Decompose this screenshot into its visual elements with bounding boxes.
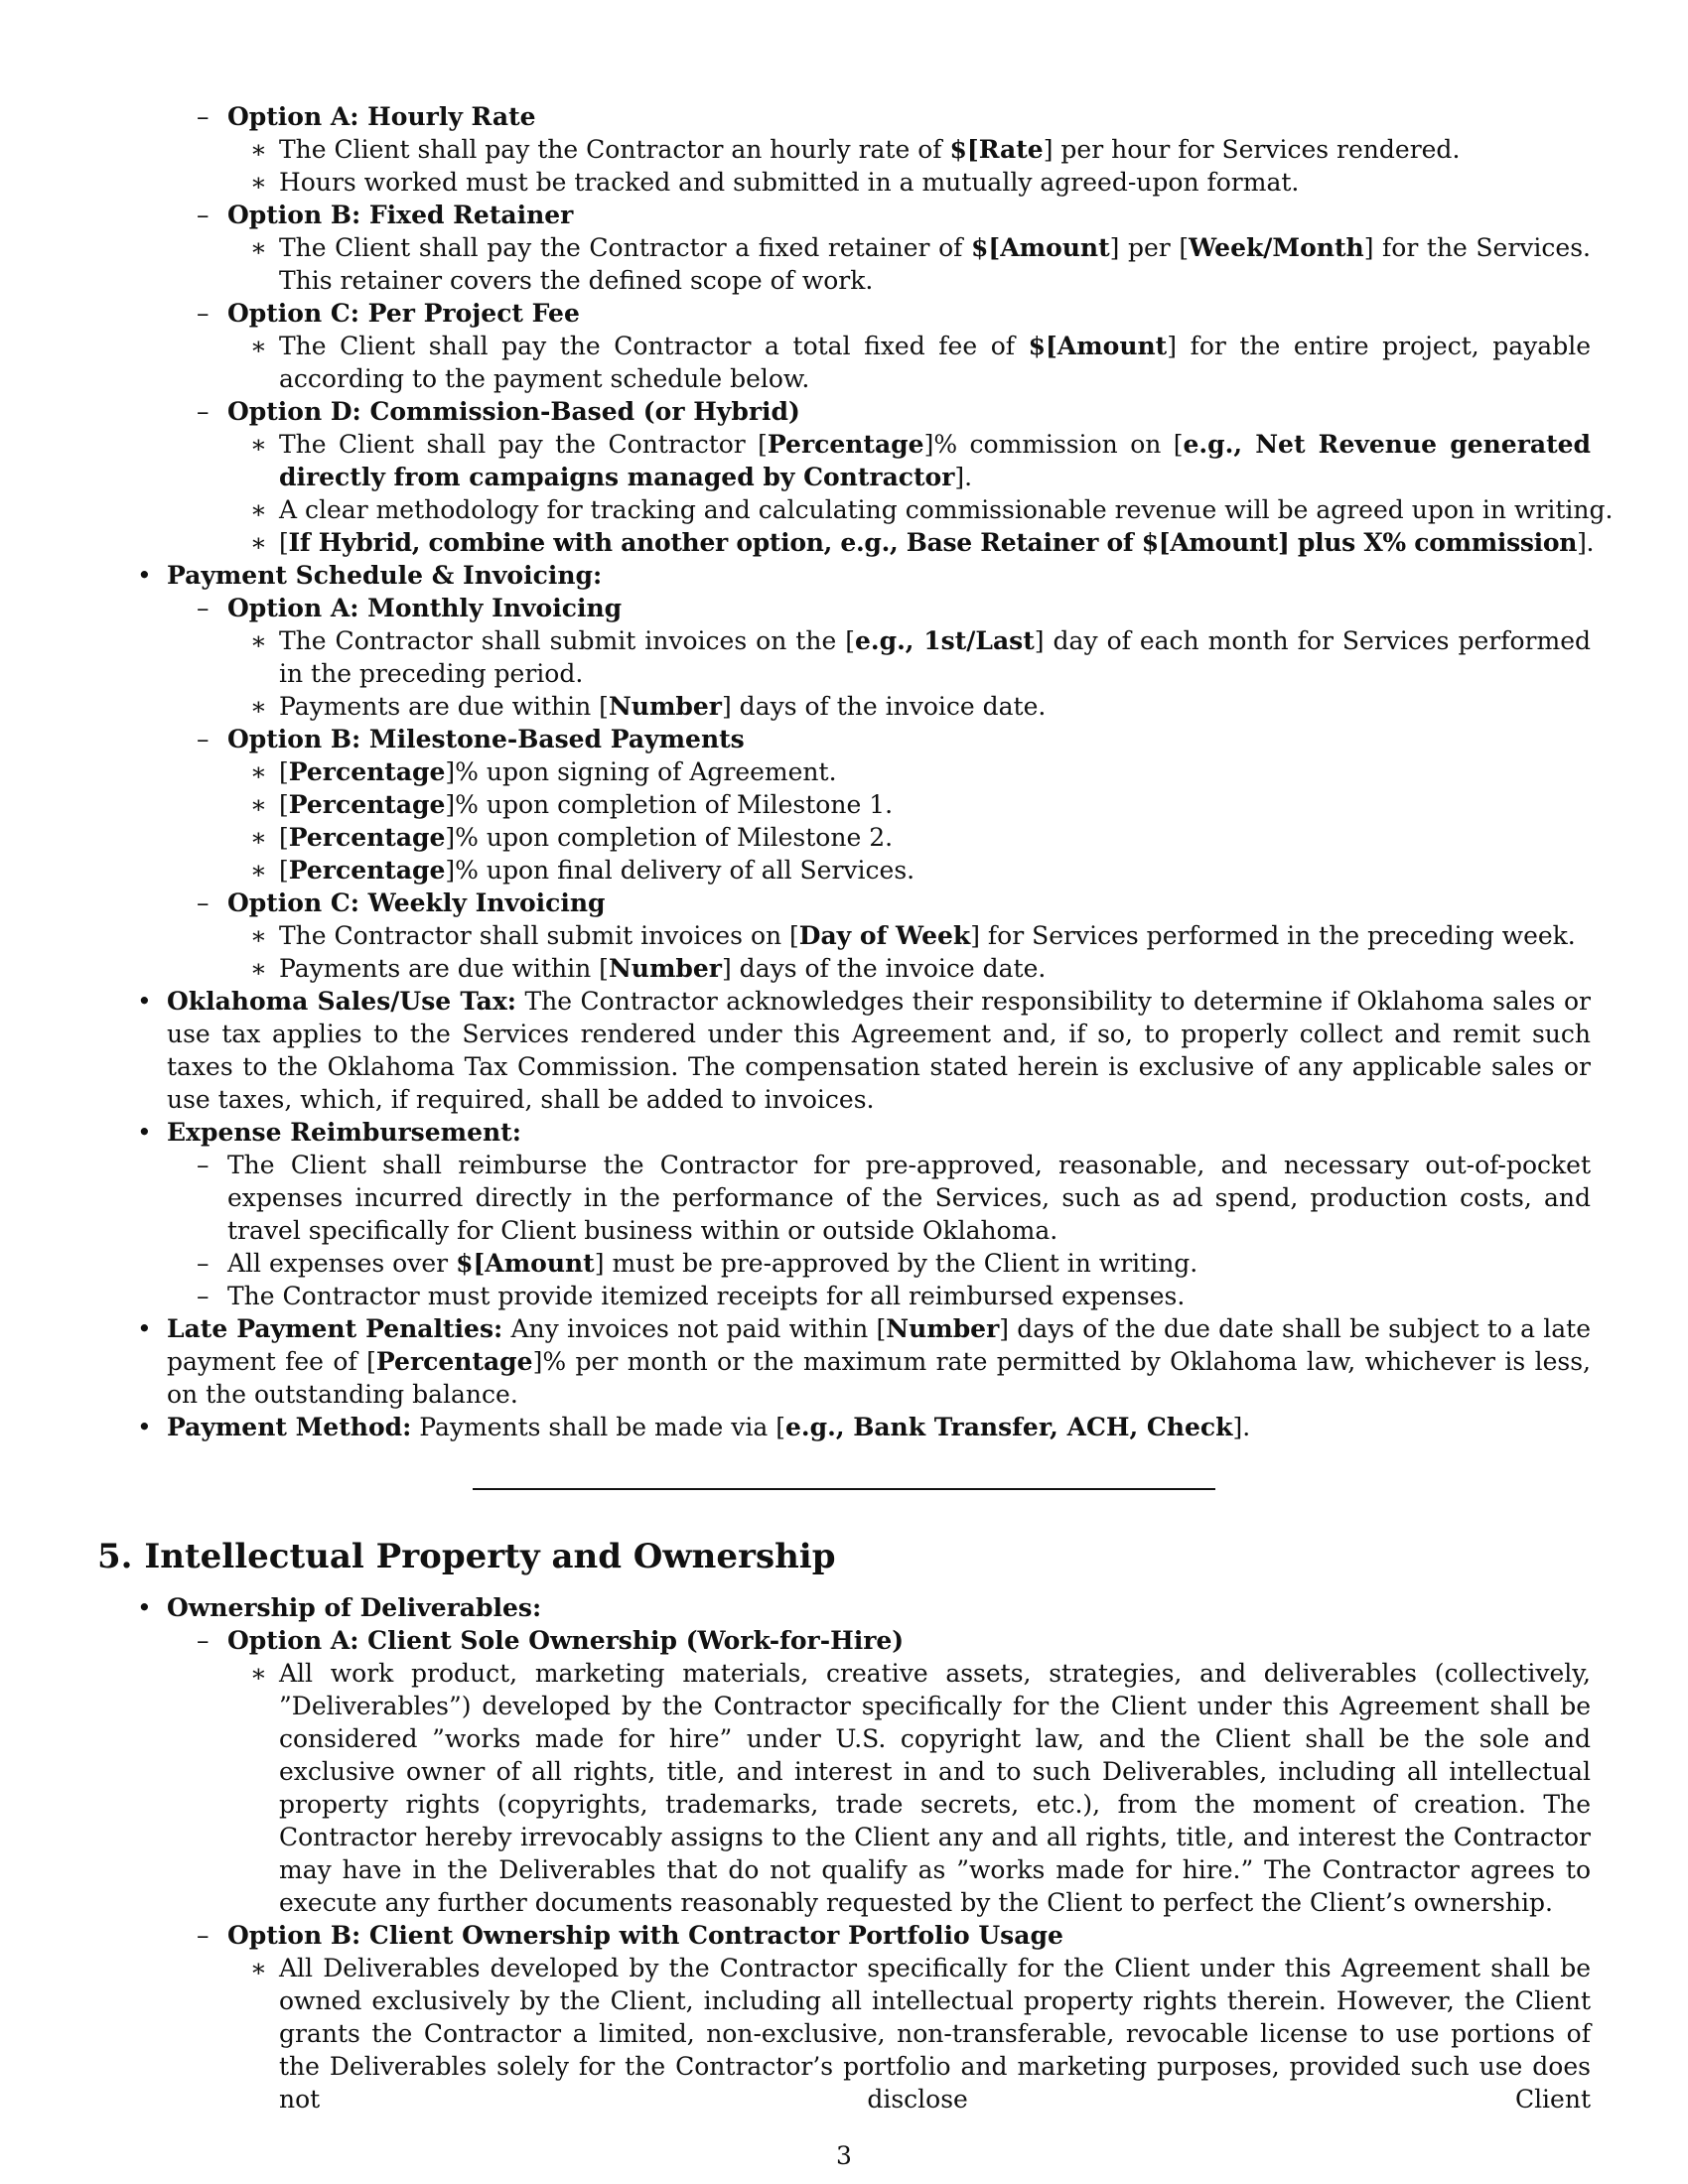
ip-option-a-title: Option A: Client Sole Ownership (Work-for-Hire)	[227, 1626, 905, 1655]
page-number: 3	[836, 2141, 852, 2170]
option-a-monthly-title: Option A: Monthly Invoicing	[227, 594, 623, 622]
asterisk-bullet: ∗	[250, 495, 267, 524]
milestone-item-1: [Percentage]% upon signing of Agreement.	[279, 757, 837, 786]
option-c-weekly-item2: Payments are due within [Number] days of the invoice date.	[279, 954, 1047, 983]
option-a-hourly-item1: The Client shall pay the Contractor an hourly rate of $[Rate] per hour for Services rendered.	[279, 135, 1461, 164]
expense-item1: The Client shall reimburse the Contractor for pre-approved, reasonable, and necessary out-of-pocket expenses incurred directly in the performance of the Services, such as ad spend, production costs, and travel specifically for Client business within or outside Oklahoma.	[227, 1151, 1591, 1245]
asterisk-bullet: ∗	[250, 135, 267, 164]
option-c-project-title: Option C: Per Project Fee	[227, 299, 580, 328]
asterisk-bullet: ∗	[250, 1659, 267, 1688]
payment-method-paragraph: Payment Method: Payments shall be made via [e.g., Bank Transfer, ACH, Check].	[167, 1413, 1251, 1441]
option-d-commission-item1: The Client shall pay the Contractor [Percentage]% commission on [e.g., Net Revenue generated directly from campaigns managed by Contractor].	[279, 430, 1591, 491]
round-bullet: •	[137, 1118, 152, 1147]
ip-option-b-text: All Deliverables developed by the Contractor specifically for the Client under this Agreement shall be owned exclusively by the Client, including all intellectual property rights therein. However, the Client grants the Contractor a limited, non-exclusive, non-transferable, revocable license to use portions of the Deliverables solely for the Contractor’s portfolio and marketing purposes, provided such use does not disclose Client	[279, 1954, 1591, 2114]
option-d-commission-title: Option D: Commission-Based (or Hybrid)	[227, 397, 800, 426]
expense-label: Expense Reimbursement:	[167, 1118, 521, 1147]
ip-option-a-text: All work product, marketing materials, creative assets, strategies, and deliverables (collectively, ”Deliverables”) developed by the Contractor specifically for the Client under this Agreement shall be considered ”works made for hire” under U.S. copyright law, and the Client shall be the sole and exclusive owner of all rights, title, and interest in and to such Deliverables, including all intellectual property rights (copyrights, trademarks, trade secrets, etc.), from the moment of creation. The Contractor hereby irrevocably assigns to the Client any and all rights, title, and interest the Contractor may have in the Deliverables that do not qualify as ”works made for hire.” The Contractor agrees to execute any further documents reasonably requested by the Client to perfect the Client’s ownership.	[279, 1659, 1591, 1917]
option-c-project-item1: The Client shall pay the Contractor a total fixed fee of $[Amount] for the entire project, payable according to the payment schedule below.	[279, 332, 1591, 393]
option-b-retainer-item1: The Client shall pay the Contractor a fixed retainer of $[Amount] per [Week/Month] for the Services. This retainer covers the defined scope of work.	[279, 233, 1591, 295]
asterisk-bullet: ∗	[250, 692, 267, 721]
dash-bullet: –	[197, 1249, 210, 1278]
option-c-weekly-title: Option C: Weekly Invoicing	[227, 888, 606, 917]
expense-item3: The Contractor must provide itemized receipts for all reimbursed expenses.	[227, 1282, 1186, 1310]
dash-bullet: –	[197, 201, 210, 229]
asterisk-bullet: ∗	[250, 921, 267, 950]
dash-bullet: –	[197, 594, 210, 622]
round-bullet: •	[137, 1593, 152, 1622]
asterisk-bullet: ∗	[250, 823, 267, 852]
option-a-hourly-item2: Hours worked must be tracked and submitted in a mutually agreed-upon format.	[279, 168, 1300, 197]
dash-bullet: –	[197, 397, 210, 426]
horizontal-rule	[473, 1488, 1215, 1490]
asterisk-bullet: ∗	[250, 1954, 267, 1982]
section-5-heading: 5. Intellectual Property and Ownership	[97, 1537, 836, 1576]
asterisk-bullet: ∗	[250, 528, 267, 557]
asterisk-bullet: ∗	[250, 430, 267, 459]
round-bullet: •	[137, 561, 152, 590]
dash-bullet: –	[197, 1626, 210, 1655]
asterisk-bullet: ∗	[250, 233, 267, 262]
asterisk-bullet: ∗	[250, 757, 267, 786]
dash-bullet: –	[197, 102, 210, 131]
dash-bullet: –	[197, 1282, 210, 1310]
dash-bullet: –	[197, 888, 210, 917]
payment-schedule-label: Payment Schedule & Invoicing:	[167, 561, 603, 590]
asterisk-bullet: ∗	[250, 626, 267, 655]
milestone-item-4: [Percentage]% upon final delivery of all Services.	[279, 856, 915, 885]
option-d-commission-item2: A clear methodology for tracking and calculating commissionable revenue will be agreed upon in writing.	[279, 495, 1614, 524]
oklahoma-tax-paragraph: Oklahoma Sales/Use Tax: The Contractor acknowledges their responsibility to determine if Oklahoma sales or use tax applies to the Services rendered under this Agreement and, if so, to properly collect and remit such taxes to the Oklahoma Tax Commission. The compensation stated herein is exclusive of any applicable sales or use taxes, which, if required, shall be added to invoices.	[167, 987, 1591, 1114]
option-a-hourly-title: Option A: Hourly Rate	[227, 102, 536, 131]
milestone-item-2: [Percentage]% upon completion of Milestone 1.	[279, 790, 894, 819]
option-b-retainer-title: Option B: Fixed Retainer	[227, 201, 574, 229]
ownership-label: Ownership of Deliverables:	[167, 1593, 542, 1622]
round-bullet: •	[137, 987, 152, 1016]
option-a-monthly-item2: Payments are due within [Number] days of the invoice date.	[279, 692, 1047, 721]
ip-option-b-title: Option B: Client Ownership with Contractor Portfolio Usage	[227, 1921, 1063, 1950]
expense-item2: All expenses over $[Amount] must be pre-approved by the Client in writing.	[227, 1249, 1198, 1278]
asterisk-bullet: ∗	[250, 332, 267, 360]
asterisk-bullet: ∗	[250, 168, 267, 197]
asterisk-bullet: ∗	[250, 790, 267, 819]
option-c-weekly-item1: The Contractor shall submit invoices on [Day of Week] for Services performed in the preceding week.	[279, 921, 1576, 950]
round-bullet: •	[137, 1413, 152, 1441]
option-a-monthly-item1: The Contractor shall submit invoices on the [e.g., 1st/Last] day of each month for Services performed in the preceding period.	[279, 626, 1592, 688]
dash-bullet: –	[197, 299, 210, 328]
late-payment-paragraph: Late Payment Penalties: Any invoices not paid within [Number] days of the due date shall be subject to a late payment fee of [Percentage]% per month or the maximum rate permitted by Oklahoma law, whichever is less, on the outstanding balance.	[167, 1314, 1592, 1409]
option-b-milestone-title: Option B: Milestone-Based Payments	[227, 725, 745, 753]
round-bullet: •	[137, 1314, 152, 1343]
asterisk-bullet: ∗	[250, 954, 267, 983]
milestone-item-3: [Percentage]% upon completion of Milestone 2.	[279, 823, 894, 852]
dash-bullet: –	[197, 725, 210, 753]
dash-bullet: –	[197, 1921, 210, 1950]
dash-bullet: –	[197, 1151, 210, 1179]
asterisk-bullet: ∗	[250, 856, 267, 885]
option-d-commission-item3: [If Hybrid, combine with another option, e.g., Base Retainer of $[Amount] plus X% commission].	[279, 528, 1595, 557]
